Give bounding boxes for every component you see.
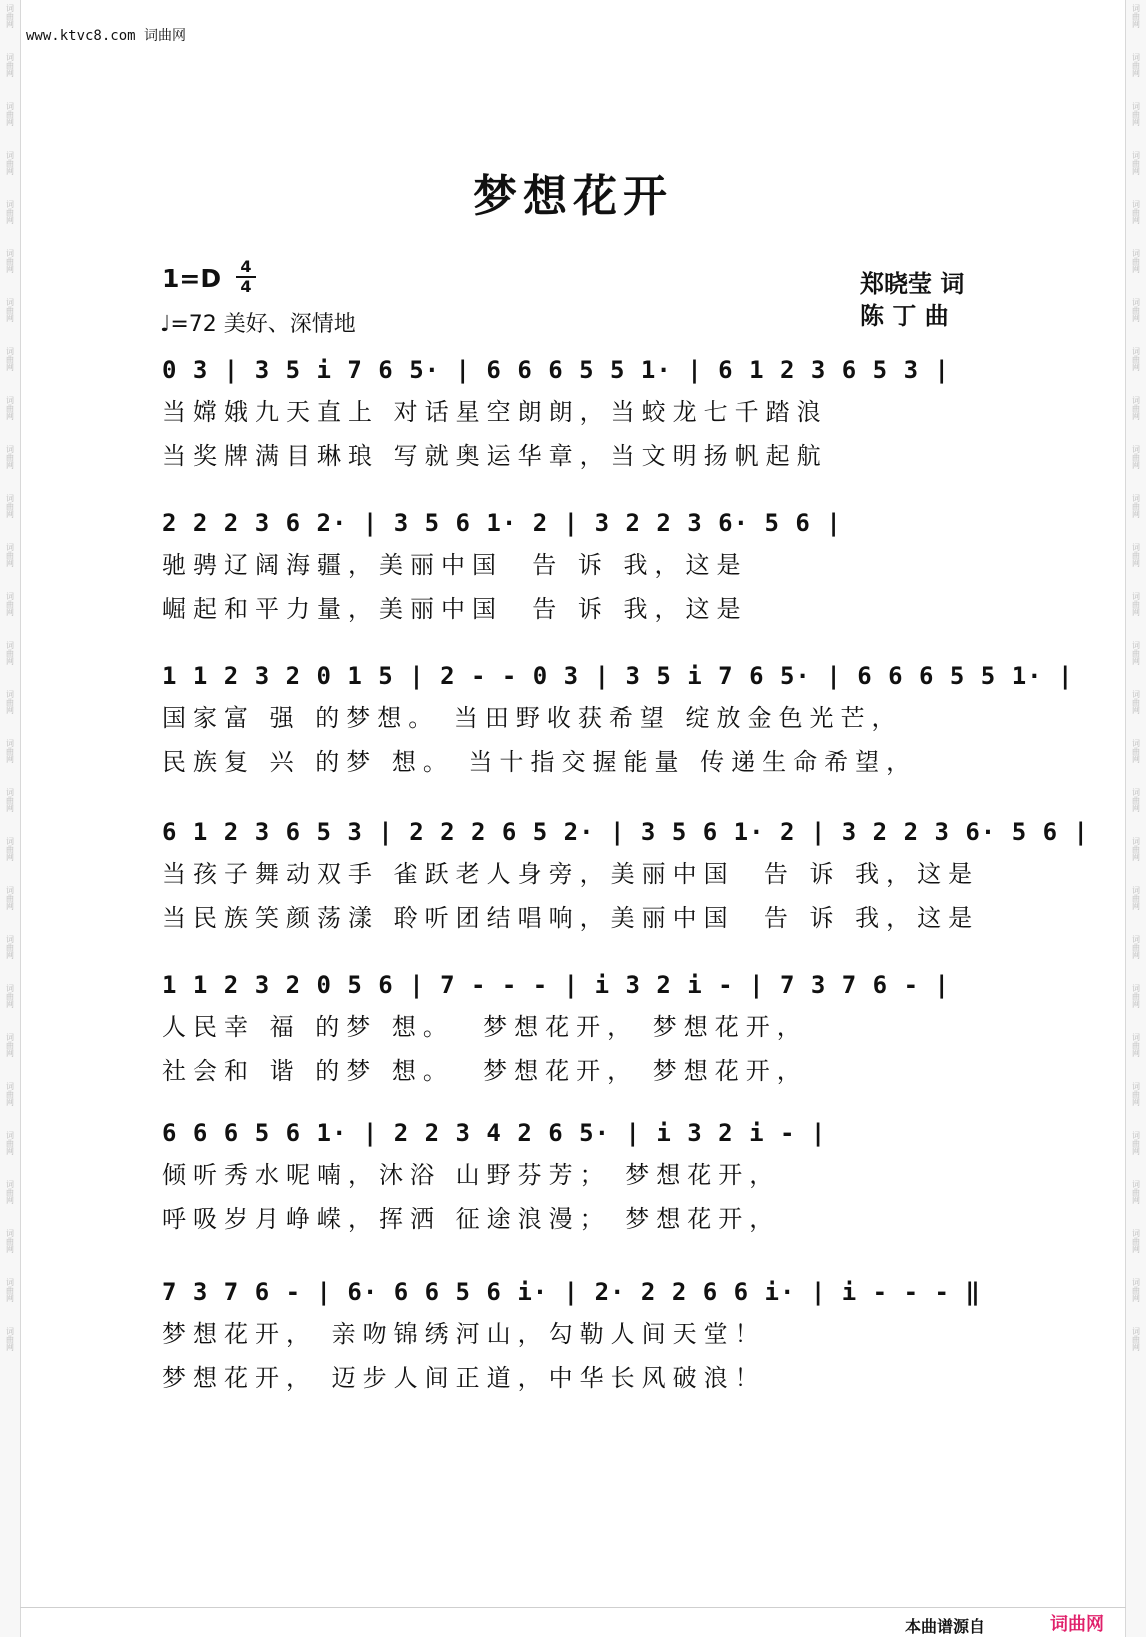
- watermark-text: 词曲网: [1131, 935, 1141, 959]
- time-signature-top: 4: [240, 257, 252, 276]
- watermark-text: 词曲网: [1131, 298, 1141, 322]
- time-signature: [236, 259, 256, 295]
- composer-credit: 陈 丁 曲: [860, 302, 949, 330]
- notation-line: 2 2 2 3 6 2· | 3 5 6 1· 2 | 3 2 2 3 6· 5 6 |: [162, 509, 842, 537]
- lyric-verse-2: 当民族笑颜荡漾 聆听团结唱响，美丽中国 告 诉 我，这是: [162, 904, 980, 932]
- watermark-text: 词曲网: [1131, 1033, 1141, 1057]
- watermark-text: 词曲网: [1131, 886, 1141, 910]
- watermark-text: 词曲网: [1131, 445, 1141, 469]
- footer-brand-link[interactable]: 词曲网: [1050, 1614, 1104, 1635]
- watermark-text: 词曲网: [5, 102, 15, 126]
- watermark-text: 词曲网: [1131, 592, 1141, 616]
- lyric-verse-1: 人民幸 福 的梦 想。 梦想花开， 梦想花开，: [162, 1013, 808, 1041]
- footer-source-label: 本曲谱源自: [905, 1617, 986, 1636]
- watermark-text: 词曲网: [5, 543, 15, 567]
- watermark-text: 词曲网: [5, 200, 15, 224]
- watermark-text: 词曲网: [5, 1180, 15, 1204]
- watermark-text: 词曲网: [1131, 1278, 1141, 1302]
- watermark-text: 词曲网: [1131, 53, 1141, 77]
- lyric-verse-1: 梦想花开， 亲吻锦绣河山，勾勒人间天堂！: [162, 1320, 766, 1348]
- watermark-text: 词曲网: [5, 53, 15, 77]
- watermark-text: 词曲网: [1131, 543, 1141, 567]
- watermark-text: 词曲网: [1131, 200, 1141, 224]
- lyricist-credit: 郑晓莹 词: [860, 270, 965, 298]
- notation-line: 1 1 2 3 2 0 1 5 | 2 - - 0 3 | 3 5 i 7 6 5· | 6 6 6 5 5 1· |: [162, 662, 1074, 690]
- watermark-text: 词曲网: [1131, 494, 1141, 518]
- song-title: 梦想花开: [473, 171, 673, 222]
- score-system-2: [162, 503, 992, 631]
- right-watermark-strip: [1125, 0, 1146, 1637]
- notation-line: 0 3 | 3 5 i 7 6 5· | 6 6 6 5 5 1· | 6 1 2 3 6 5 3 |: [162, 356, 950, 384]
- left-watermark-strip: [0, 0, 21, 1637]
- tempo-marking: ♩=72 美好、深情地: [160, 312, 356, 337]
- lyric-verse-2: 民族复 兴 的梦 想。 当十指交握能量 传递生命希望，: [162, 748, 918, 776]
- footer-divider: [20, 1607, 1126, 1608]
- lyric-verse-1: 当嫦娥九天直上 对话星空朗朗，当蛟龙七千踏浪: [162, 398, 828, 426]
- score-system-4: [162, 812, 1089, 940]
- watermark-text: 词曲网: [1131, 1327, 1141, 1351]
- watermark-text: 词曲网: [5, 494, 15, 518]
- score-system-3: [162, 656, 1074, 784]
- lyric-verse-1: 驰骋辽阔海疆，美丽中国 告 诉 我，这是: [162, 551, 748, 579]
- watermark-text: 词曲网: [5, 298, 15, 322]
- notation-line: 7 3 7 6 - | 6· 6 6 5 6 i· | 2· 2 2 6 6 i· | i - - - ‖: [162, 1278, 981, 1306]
- watermark-text: 词曲网: [1131, 788, 1141, 812]
- watermark-text: 词曲网: [5, 984, 15, 1008]
- watermark-text: 词曲网: [5, 151, 15, 175]
- notation-line: 6 1 2 3 6 5 3 | 2 2 2 6 5 2· | 3 5 6 1· 2 | 3 2 2 3 6· 5 6 |: [162, 818, 1089, 846]
- watermark-text: 词曲网: [1131, 1082, 1141, 1106]
- watermark-text: 词曲网: [1131, 837, 1141, 861]
- lyric-verse-1: 当孩子舞动双手 雀跃老人身旁，美丽中国 告 诉 我，这是: [162, 860, 980, 888]
- watermark-text: 词曲网: [5, 445, 15, 469]
- score-system-1: [162, 350, 992, 478]
- site-url[interactable]: www.ktvc8.com 词曲网: [26, 28, 187, 44]
- watermark-text: 词曲网: [5, 837, 15, 861]
- watermark-text: 词曲网: [5, 1082, 15, 1106]
- credits: [860, 268, 964, 332]
- score-system-5: [162, 965, 992, 1093]
- watermark-text: 词曲网: [5, 886, 15, 910]
- watermark-text: 词曲网: [5, 739, 15, 763]
- watermark-text: 词曲网: [5, 1327, 15, 1351]
- lyric-verse-1: 倾听秀水呢喃，沐浴 山野芬芳； 梦想花开，: [162, 1161, 781, 1189]
- lyric-verse-2: 当奖牌满目琳琅 写就奥运华章，当文明扬帆起航: [162, 442, 828, 470]
- watermark-text: 词曲网: [1131, 1131, 1141, 1155]
- watermark-text: 词曲网: [5, 1033, 15, 1057]
- lyric-verse-1: 国家富 强 的梦想。 当田野收获希望 绽放金色光芒，: [162, 704, 903, 732]
- watermark-text: 词曲网: [5, 1131, 15, 1155]
- watermark-text: 词曲网: [5, 592, 15, 616]
- watermark-text: 词曲网: [1131, 396, 1141, 420]
- watermark-text: 词曲网: [5, 690, 15, 714]
- watermark-text: 词曲网: [1131, 102, 1141, 126]
- watermark-text: 词曲网: [5, 396, 15, 420]
- lyric-verse-2: 呼吸岁月峥嵘，挥洒 征途浪漫； 梦想花开，: [162, 1205, 781, 1233]
- lyric-verse-2: 崛起和平力量，美丽中国 告 诉 我，这是: [162, 595, 748, 623]
- watermark-text: 词曲网: [5, 347, 15, 371]
- watermark-text: 词曲网: [1131, 1229, 1141, 1253]
- watermark-text: 词曲网: [5, 935, 15, 959]
- watermark-text: 词曲网: [1131, 4, 1141, 28]
- lyric-verse-2: 梦想花开， 迈步人间正道，中华长风破浪！: [162, 1364, 766, 1392]
- watermark-text: 词曲网: [1131, 347, 1141, 371]
- watermark-text: 词曲网: [1131, 984, 1141, 1008]
- watermark-text: 词曲网: [5, 249, 15, 273]
- score-system-7: [162, 1272, 992, 1400]
- score-system-6: [162, 1113, 992, 1241]
- watermark-text: 词曲网: [1131, 739, 1141, 763]
- watermark-text: 词曲网: [5, 1278, 15, 1302]
- lyric-verse-2: 社会和 谐 的梦 想。 梦想花开， 梦想花开，: [162, 1057, 808, 1085]
- watermark-text: 词曲网: [5, 641, 15, 665]
- watermark-text: 词曲网: [1131, 690, 1141, 714]
- watermark-text: 词曲网: [1131, 641, 1141, 665]
- notation-line: 6 6 6 5 6 1· | 2 2 3 4 2 6 5· | i 3 2 i - |: [162, 1119, 827, 1147]
- watermark-text: 词曲网: [1131, 151, 1141, 175]
- notation-line: 1 1 2 3 2 0 5 6 | 7 - - - | i 3 2 i - | 7 3 7 6 - |: [162, 971, 950, 999]
- watermark-text: 词曲网: [5, 4, 15, 28]
- watermark-text: 词曲网: [5, 788, 15, 812]
- time-signature-bottom: 4: [240, 277, 252, 296]
- watermark-text: 词曲网: [5, 1229, 15, 1253]
- key-signature: 1=D: [162, 264, 222, 293]
- watermark-text: 词曲网: [1131, 1180, 1141, 1204]
- watermark-text: 词曲网: [1131, 249, 1141, 273]
